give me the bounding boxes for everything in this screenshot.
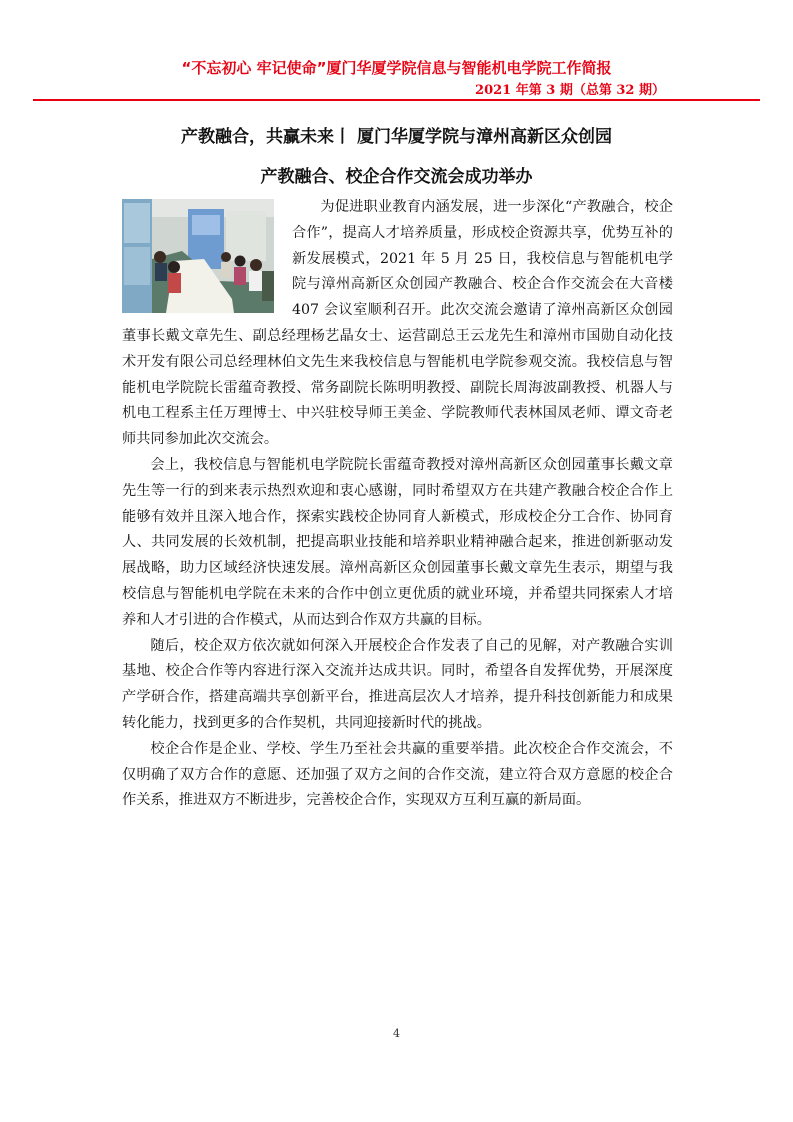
- newsletter-title: “不忘初心 牢记使命”厦门华厦学院信息与智能机电学院工作简报: [181, 59, 612, 77]
- photo-spacer: [122, 195, 292, 322]
- paragraph: 随后，校企双方依次就如何深入开展校企合作发表了自己的见解，对产教融合实训基地、校企合作等内容进行深入交流并达成共识。同时，希望各自发挥优势，开展深度产学研合作，搭建高端共享创新平台，推进高层次人才培养，提升科技创新能力和成果转化能力，找到更多的合作契机，共同迎接新时代的挑战。: [122, 637, 673, 731]
- article-body: [122, 195, 673, 814]
- header-divider: [33, 99, 760, 101]
- paragraph: 会上，我校信息与智能机电学院院长雷蕴奇教授对漳州高新区众创园董事长戴文章先生等一行的到来表示热烈欢迎和衷心感谢，同时希望双方在共建产教融合校企合作上能够有效并且深入地合作，探索实践校企协同育人新模式，形成校企分工合作、协同育人、共同发展的长效机制，把提高职业技能和培养职业精神融合起来，推进创新驱动发展战略，助力区域经济快速发展。漳州高新区众创园董事长戴文章先生表示，期望与我校信息与智能机电学院在未来的合作中创立更优质的就业环境，并希望共同探索人才培养和人才引进的合作模式，从而达到合作双方共赢的目标。: [122, 456, 673, 628]
- paragraph: 校企合作是企业、学校、学生乃至社会共赢的重要举措。此次校企合作交流会，不仅明确了双方合作的意愿、还加强了双方之间的合作交流，建立符合双方意愿的校企合作关系，推进双方不断进步，完善校企合作，实现双方互利互赢的新局面。: [122, 740, 673, 809]
- article-title-line1: 产教融合，共赢未来丨 厦门华厦学院与漳州高新区众创园: [181, 127, 612, 147]
- issue-number: 2021 年第 3 期（总第 32 期）: [475, 83, 665, 98]
- article-title-line2: 产教融合、校企合作交流会成功举办: [260, 167, 533, 187]
- paragraph: 为促进职业教育内涵发展，进一步深化“产教融合，校企合作”，提高人才培养质量，形成校企资源共享，优势互补的新发展模式，2021 年 5 月 25 日，我校信息与智能机电学院与漳州高新区众创园产教融合、校企合作交流会在大音楼 407 会议室顺利召开。此次交流会邀请了漳州高新区众创园董事长戴文章先生、副总经理杨艺晶女士、运营副总王云龙先生和漳州市国勋自动化技术开发有限公司总经理林伯文先生来我校信息与智能机电学院参观交流。我校信息与智能机电学院院长雷蕴奇教授、常务副院长陈明明教授、副院长周海波副教授、机器人与机电工程系主任万理博士、中兴驻校导师王美金、学院教师代表林国凤老师、谭文奇老师共同参加此次交流会。: [122, 199, 673, 448]
- page-number: 4: [393, 1027, 400, 1040]
